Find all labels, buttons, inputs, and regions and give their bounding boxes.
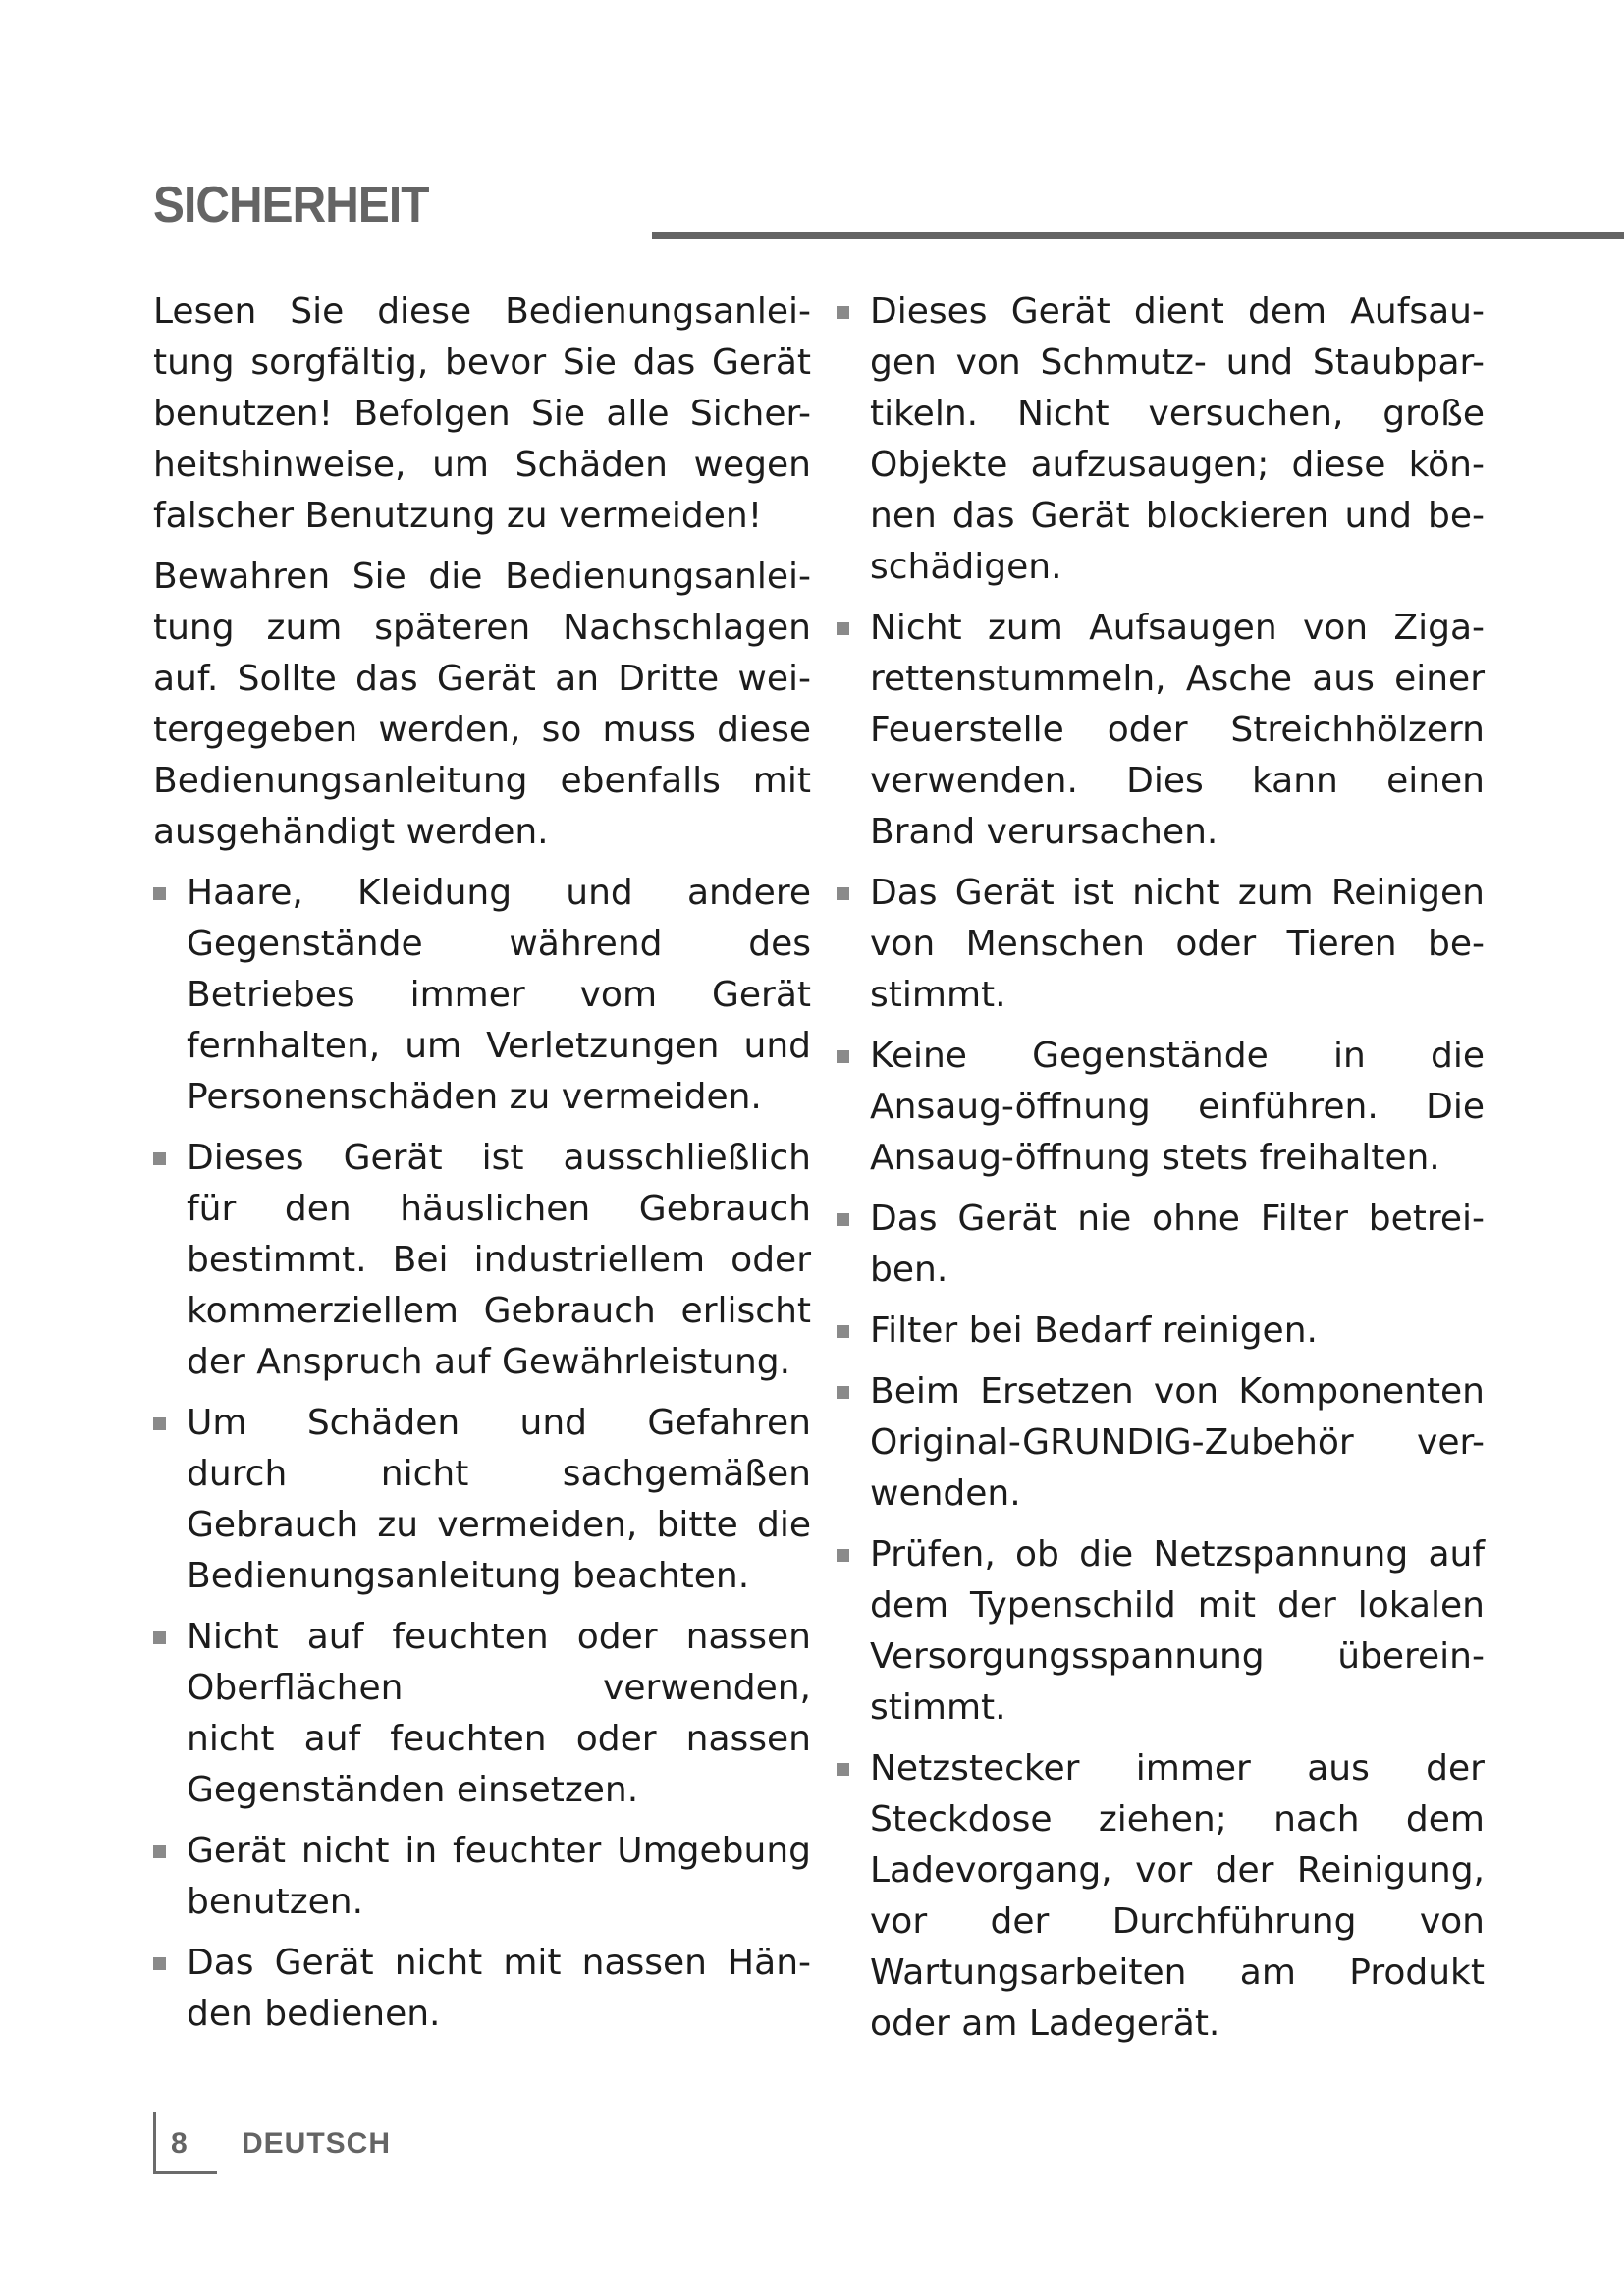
text-line: rettenstummeln, Asche aus einer [870,659,1485,699]
text-line: Gegenständen einsetzen. [187,1770,639,1810]
text-line: verwenden. Dies kann einen [870,761,1485,801]
bullet-text [870,1194,1485,1296]
safety-bullet [153,1133,811,1388]
text-line: vor der Durchführung von [870,1901,1485,1942]
left-column [153,287,811,2050]
text-line: stimmt. [870,975,1006,1015]
bullet-text [187,1133,811,1388]
text-line: benutzen! Befolgen Sie alle Sicher- [153,394,811,434]
text-line: Ansaug-öffnung stets freihalten. [870,1138,1440,1178]
text-line: fernhalten, um Verletzungen und [187,1026,811,1066]
text-line: Ansaug-öffnung einführen. Die [870,1087,1485,1127]
text-line: tikeln. Nicht versuchen, große [870,394,1485,434]
square-bullet-icon [837,1549,849,1562]
text-line: Bewahren Sie die Bedienungsanlei- [153,557,811,597]
text-line: Feuerstelle oder Streichhölzern [870,710,1485,750]
safety-bullet [837,1743,1485,2050]
square-bullet-icon [837,1386,849,1399]
text-line: den bedienen. [187,1994,441,2034]
safety-bullet [837,1529,1485,1734]
text-line: Beim Ersetzen von Komponenten [870,1371,1485,1412]
text-line: Wartungsarbeiten am Produkt [870,1952,1485,1993]
text-line: tergegeben werden, so muss diese [153,710,811,750]
section-header [153,175,1477,236]
intro-paragraph-1 [153,287,811,542]
safety-bullet [153,1612,811,1816]
safety-bullet [153,1938,811,2040]
square-bullet-icon [153,1957,166,1970]
safety-bullet [837,868,1485,1021]
text-line: Gerät nicht in feuchter Umgebung [187,1831,811,1871]
header-rule-divider [652,232,1624,239]
text-line: Gebrauch zu vermeiden, bitte die [187,1505,811,1545]
bullet-text [870,603,1485,858]
bullet-text [187,1938,811,2040]
safety-bullet [837,287,1485,593]
text-line: von Menschen oder Tieren be- [870,924,1485,964]
right-column [837,287,1485,2059]
safety-bullet [153,1398,811,1602]
bullet-text [870,1306,1485,1357]
text-line: dem Typenschild mit der lokalen [870,1585,1485,1626]
square-bullet-icon [153,1417,166,1430]
text-line: Objekte aufzusaugen; diese kön- [870,445,1485,485]
text-line: Filter bei Bedarf reinigen. [870,1310,1318,1351]
safety-bullet [837,1031,1485,1184]
square-bullet-icon [837,1763,849,1776]
square-bullet-icon [837,306,849,319]
text-line: Um Schäden und Gefahren [187,1403,811,1443]
text-line: Lesen Sie diese Bedienungsanlei- [153,292,811,332]
text-line: schädigen. [870,547,1062,587]
bullet-text [187,1826,811,1928]
text-line: Betriebes immer vom Gerät [187,975,811,1015]
text-line: gen von Schmutz- und Staubpar- [870,343,1485,383]
text-line: wenden. [870,1473,1021,1514]
text-line: ben. [870,1250,948,1290]
text-line: Versorgungsspannung überein- [870,1636,1485,1677]
section-title: SICHERHEIT [153,177,429,234]
bullet-text [870,1529,1485,1734]
text-line: ausgehändigt werden. [153,812,549,852]
square-bullet-icon [153,1845,166,1858]
square-bullet-icon [153,1152,166,1165]
square-bullet-icon [837,1325,849,1338]
text-line: benutzen. [187,1882,364,1922]
bullet-text [870,1366,1485,1520]
text-line: tung zum späteren Nachschlagen [153,608,811,648]
text-line: Oberflächen verwenden, [187,1668,811,1708]
bullet-text [870,1031,1485,1184]
safety-bullet [837,603,1485,858]
text-line: Gegenstände während des [187,924,811,964]
bullet-text [870,287,1485,593]
bullet-text [870,868,1485,1021]
safety-bullet [153,868,811,1123]
square-bullet-icon [837,622,849,635]
safety-bullet [153,1826,811,1928]
text-line: Das Gerät nicht mit nassen Hän- [187,1943,811,1983]
text-line: tung sorgfältig, bevor Sie das Gerät [153,343,811,383]
square-bullet-icon [837,1213,849,1226]
text-line: Prüfen, ob die Netzspannung auf [870,1534,1485,1575]
bullet-text [187,1612,811,1816]
safety-bullet [837,1306,1485,1357]
safety-bullet [837,1194,1485,1296]
text-line: stimmt. [870,1687,1006,1728]
square-bullet-icon [837,1050,849,1063]
text-line: Bedienungsanleitung beachten. [187,1556,750,1596]
text-line: Netzstecker immer aus der [870,1748,1485,1789]
text-line: Keine Gegenstände in die [870,1036,1485,1076]
text-line: Steckdose ziehen; nach dem [870,1799,1485,1840]
page-footer [153,2112,448,2183]
text-line: oder am Ladegerät. [870,2003,1220,2044]
text-line: durch nicht sachgemäßen [187,1454,811,1494]
bullet-text [187,1398,811,1602]
text-line: Dieses Gerät dient dem Aufsau- [870,292,1485,332]
text-line: nicht auf feuchten oder nassen [187,1719,811,1759]
text-line: Brand verursachen. [870,812,1218,852]
text-line: der Anspruch auf Gewährleistung. [187,1342,791,1382]
text-line: auf. Sollte das Gerät an Dritte wei- [153,659,811,699]
page-number: 8 [171,2127,188,2160]
text-line: Das Gerät nie ohne Filter betrei- [870,1199,1485,1239]
square-bullet-icon [153,1631,166,1644]
text-line: für den häuslichen Gebrauch [187,1189,811,1229]
text-line: kommerziellem Gebrauch erlischt [187,1291,811,1331]
safety-bullet [837,1366,1485,1520]
bullet-text [870,1743,1485,2050]
text-line: heitshinweise, um Schäden wegen [153,445,811,485]
text-line: Dieses Gerät ist ausschließlich [187,1138,811,1178]
text-line: Das Gerät ist nicht zum Reinigen [870,873,1485,913]
text-line: falscher Benutzung zu vermeiden! [153,496,763,536]
square-bullet-icon [837,887,849,900]
text-line: Bedienungsanleitung ebenfalls mit [153,761,811,801]
text-line: Ladevorgang, vor der Reinigung, [870,1850,1485,1891]
text-line: Nicht auf feuchten oder nassen [187,1617,811,1657]
text-line: Personenschäden zu vermeiden. [187,1077,762,1117]
text-line: Original-GRUNDIG-Zubehör ver- [870,1422,1485,1463]
text-line: nen das Gerät blockieren und be- [870,496,1485,536]
text-line: Haare, Kleidung und andere [187,873,811,913]
intro-paragraph-2 [153,552,811,858]
square-bullet-icon [153,887,166,900]
bullet-text [187,868,811,1123]
text-line: Nicht zum Aufsaugen von Ziga- [870,608,1485,648]
text-line: bestimmt. Bei industriellem oder [187,1240,811,1280]
language-label: DEUTSCH [242,2127,392,2160]
